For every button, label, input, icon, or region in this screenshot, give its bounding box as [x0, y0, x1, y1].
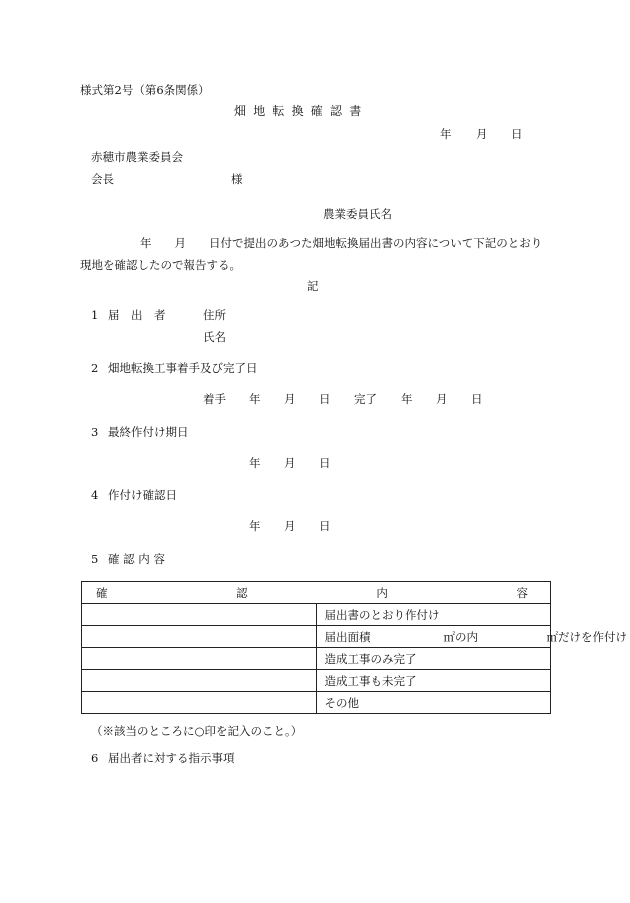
item-3-year: 年 — [249, 456, 261, 470]
addressee-role: 会長 — [91, 172, 114, 186]
header-char-1: 確 — [96, 585, 108, 600]
item-6-number: 6 — [91, 751, 99, 765]
item-2-number: 2 — [91, 361, 99, 375]
form-number: 様式第2号（第6条関係） — [80, 83, 210, 97]
item-3-number: 3 — [91, 425, 99, 439]
row-text: 届出面積 — [324, 629, 371, 644]
item-5-number: 5 — [91, 552, 99, 566]
date-month: 月 — [476, 127, 488, 141]
ki-label: 記 — [307, 279, 319, 293]
mark-cell[interactable] — [82, 670, 317, 692]
table-row — [82, 648, 551, 670]
item-1-label: 届 出 者 — [108, 308, 166, 322]
mark-cell[interactable] — [82, 626, 317, 648]
header-char-2: 認 — [236, 585, 248, 600]
item-6-label: 届出者に対する指示事項 — [108, 751, 235, 765]
mark-cell[interactable] — [82, 692, 317, 714]
table-header — [82, 582, 551, 604]
table-row — [82, 604, 551, 626]
item-2-done: 完了 — [354, 392, 377, 406]
item-1-name: 氏名 — [203, 330, 226, 344]
table-header-row — [82, 582, 551, 604]
mark-cell[interactable] — [82, 604, 317, 626]
item-1-address: 住所 — [203, 308, 226, 322]
item-3-label: 最終作付け期日 — [108, 425, 189, 439]
body-line-2: 現地を確認したので報告する。 — [80, 258, 241, 272]
addressee-honorific: 様 — [231, 172, 243, 186]
item-4-month: 月 — [284, 519, 296, 533]
item-4-year: 年 — [249, 519, 261, 533]
item-3-day: 日 — [319, 456, 331, 470]
confirmation-table — [81, 581, 627, 714]
header-char-4: 容 — [516, 585, 528, 600]
item-2-month: 月 — [284, 392, 296, 406]
item-2-year: 年 — [249, 392, 261, 406]
item-3-month: 月 — [284, 456, 296, 470]
item-2-day: 日 — [319, 392, 331, 406]
item-4-number: 4 — [91, 488, 99, 502]
row-text-area — [316, 626, 627, 648]
addressee-org: 赤穂市農業委員会 — [91, 150, 183, 164]
row-text: 造成工事のみ完了 — [316, 648, 551, 670]
row-text: 造成工事も未完了 — [316, 670, 551, 692]
item-4-day: 日 — [319, 519, 331, 533]
item-2-year-2: 年 — [401, 392, 413, 406]
row-text: 届出書のとおり作付け — [316, 604, 551, 626]
area-unit-1: ㎡の内 — [443, 629, 478, 644]
body-line-1: 年 月 日付で提出のあつた畑地転換届出書の内容について下記のとおり — [140, 236, 543, 250]
item-2-start: 着手 — [203, 392, 226, 406]
mark-cell[interactable] — [82, 648, 317, 670]
table-note: （※該当のところに○印を記入のこと。） — [91, 724, 303, 738]
item-4-label: 作付け確認日 — [108, 488, 177, 502]
page-title: 畑地転換確認書 — [234, 104, 369, 118]
item-1-number: 1 — [91, 308, 99, 322]
header-char-3: 内 — [376, 585, 388, 600]
item-5-label: 確 認 内 容 — [108, 552, 165, 566]
date-day: 日 — [511, 127, 523, 141]
row-text: その他 — [316, 692, 551, 714]
item-2-month-2: 月 — [436, 392, 448, 406]
table-row — [82, 692, 551, 714]
item-2-label: 畑地転換工事着手及び完了日 — [108, 361, 258, 375]
date-year: 年 — [440, 127, 452, 141]
item-2-day-2: 日 — [471, 392, 483, 406]
area-unit-2: ㎡だけを作付け — [546, 629, 627, 644]
table-row — [82, 626, 551, 648]
table-row — [82, 670, 551, 692]
signer-label: 農業委員氏名 — [323, 207, 392, 221]
